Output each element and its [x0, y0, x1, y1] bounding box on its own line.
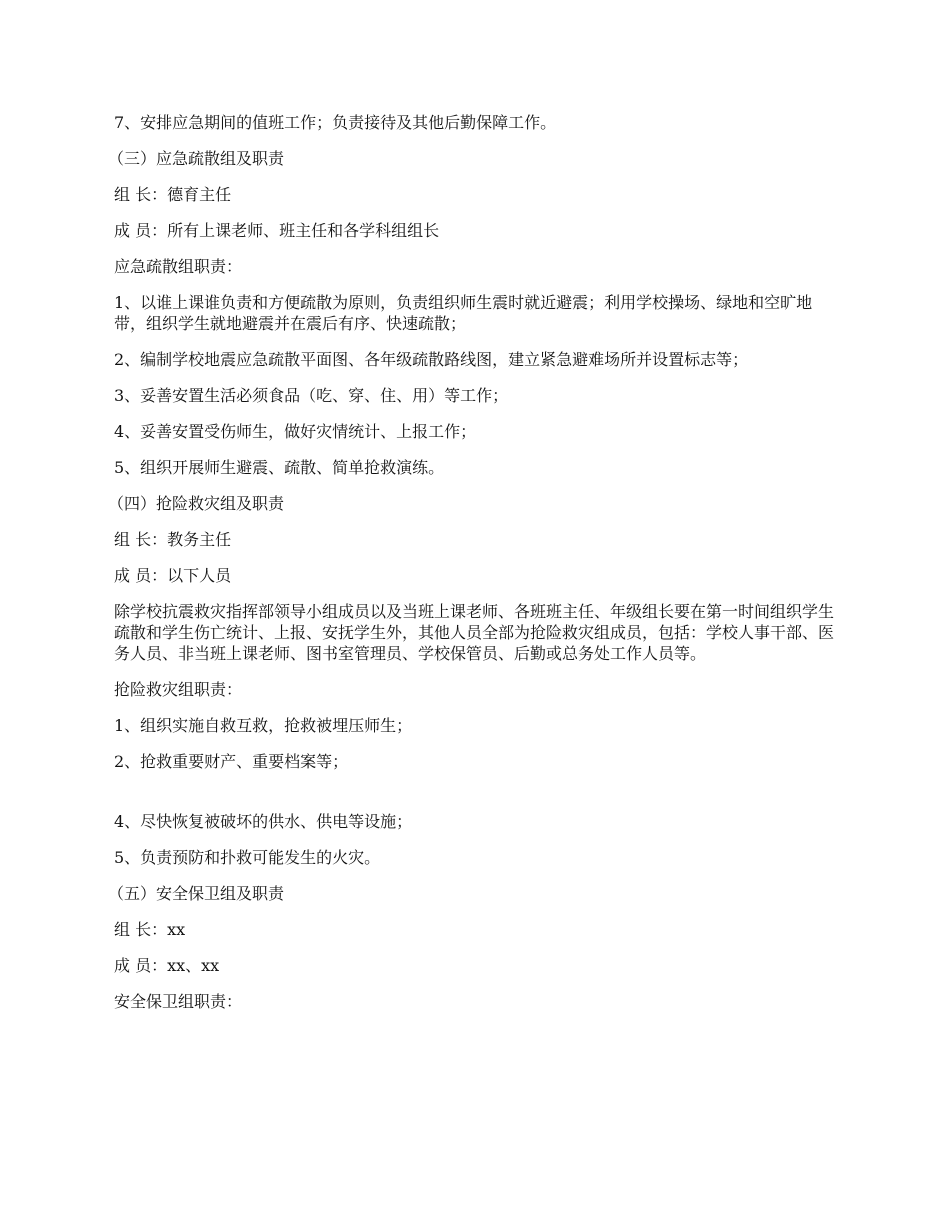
paragraph: 抢险救灾组职责：: [114, 680, 243, 699]
section-heading: （四）抢险救灾组及职责: [108, 494, 285, 513]
paragraph: 4、妥善安置受伤师生，做好灾情统计、上报工作；: [114, 422, 477, 441]
paragraph: 成 员：xx、xx: [114, 956, 220, 975]
paragraph: 5、负责预防和扑救可能发生的火灾。: [114, 848, 381, 867]
paragraph: 2、编制学校地震应急疏散平面图、各年级疏散路线图，建立紧急避难场所并设置标志等；: [114, 350, 749, 369]
paragraph: 组 长：xx: [114, 920, 186, 939]
paragraph: 组 长：德育主任: [114, 185, 232, 204]
paragraph: 1、组织实施自救互救，抢救被埋压师生；: [114, 716, 413, 735]
paragraph: 2、抢救重要财产、重要档案等；: [114, 752, 349, 771]
paragraph: 安全保卫组职责：: [114, 992, 243, 1011]
section-heading: （五）安全保卫组及职责: [108, 884, 285, 903]
paragraph: 应急疏散组职责：: [114, 257, 243, 276]
paragraph: 成 员：所有上课老师、班主任和各学科组组长: [114, 221, 440, 240]
paragraph: 1、以谁上课谁负责和方便疏散为原则，负责组织师生震时就近避震；利用学校操场、绿地和空旷地带，组织学生就地避震并在震后有序、快速疏散；: [114, 293, 813, 333]
paragraph: 4、尽快恢复被破坏的供水、供电等设施；: [114, 812, 413, 831]
document-body: [108, 112, 844, 1027]
paragraph: 成 员：以下人员: [114, 566, 232, 585]
paragraph: 5、组织开展师生避震、疏散、简单抢救演练。: [114, 458, 445, 477]
paragraph: 3、妥善安置生活必须食品（吃、穿、住、用）等工作；: [114, 386, 509, 405]
paragraph: 7、安排应急期间的值班工作；负责接待及其他后勤保障工作。: [114, 113, 557, 132]
paragraph: 组 长：教务主任: [114, 530, 232, 549]
section-heading: （三）应急疏散组及职责: [108, 149, 285, 168]
paragraph: 除学校抗震救灾指挥部领导小组成员以及当班上课老师、各班班主任、年级组长要在第一时间组织学生疏散和学生伤亡统计、上报、安抚学生外，其他人员全部为抢险救灾组成员，包括：学校人事干部、医务人员、非当班上课老师、图书室管理员、学校保管员、后勤或总务处工作人员等。: [114, 602, 835, 663]
